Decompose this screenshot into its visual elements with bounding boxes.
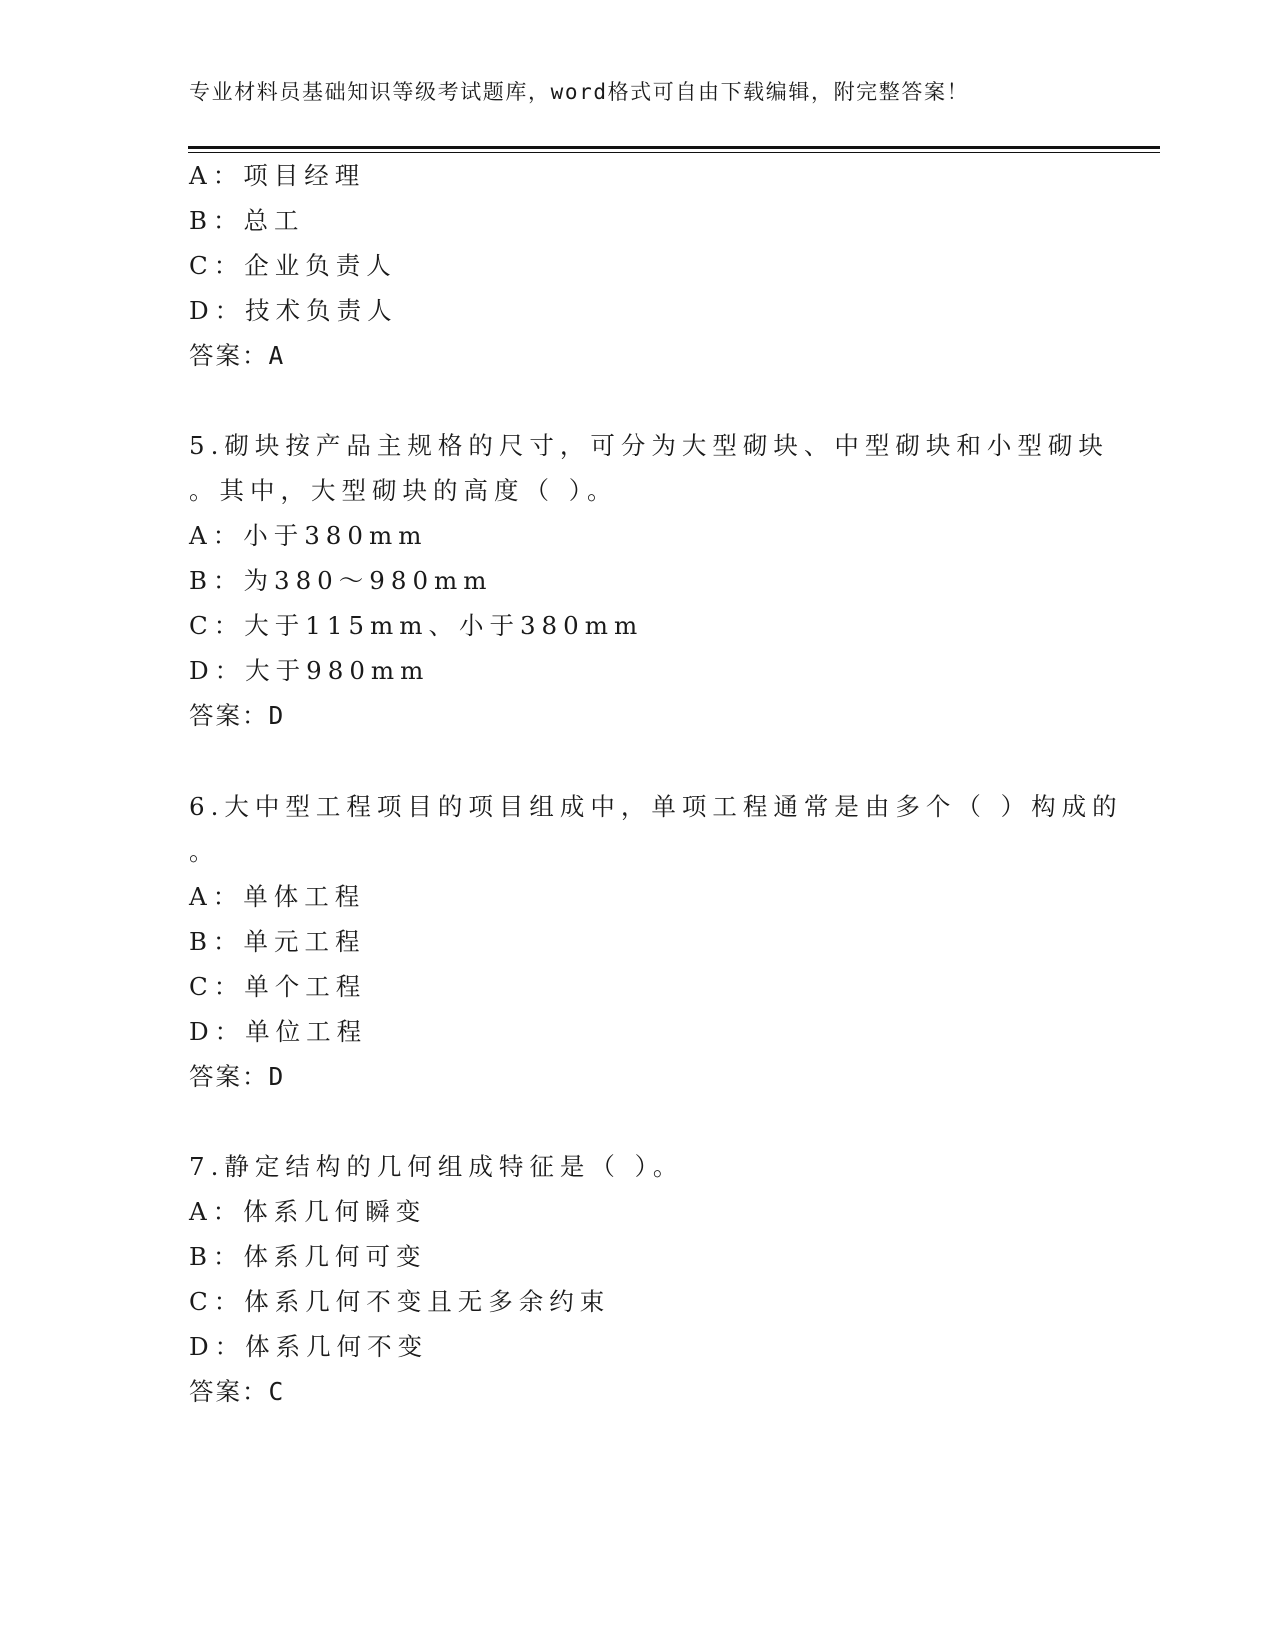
q7-stem-line-1: 7.静定结构的几何组成特征是（ ）。 [189, 1152, 684, 1181]
q7-answer [189, 1377, 286, 1406]
q6-answer [189, 1062, 286, 1091]
q4-option-a: A：项目经理 [189, 161, 366, 190]
q5-stem-line-1: 5.砌块按产品主规格的尺寸，可分为大型砌块、中型砌块和小型砌块 [189, 431, 1109, 460]
q5-option-b: B：为380～980mm [189, 566, 493, 595]
q5-answer [189, 701, 286, 730]
q7-option-c: C：体系几何不变且无多余约束 [189, 1287, 611, 1316]
q6-option-c: C：单个工程 [189, 972, 367, 1001]
q4-answer-label: 答案： [189, 341, 269, 370]
q6-answer-label: 答案： [189, 1062, 269, 1091]
q6-option-d: D：单位工程 [189, 1017, 368, 1046]
q6-stem-line-2: 。 [189, 837, 220, 866]
q5-option-c: C：大于115mm、小于380mm [189, 611, 644, 640]
page-header: 专业材料员基础知识等级考试题库，word格式可自由下载编辑，附完整答案！ [189, 80, 970, 104]
q7-option-b: B：体系几何可变 [189, 1242, 427, 1271]
q5-option-d: D：大于980mm [189, 656, 430, 685]
q5-option-a: A：小于380mm [189, 521, 428, 550]
q7-option-a: A：体系几何瞬变 [189, 1197, 427, 1226]
q6-option-a: A：单体工程 [189, 882, 366, 911]
header-rule-thick [188, 146, 1160, 149]
q6-option-b: B：单元工程 [189, 927, 366, 956]
header-rule-thin [188, 152, 1160, 153]
q5-answer-value: D [268, 701, 286, 730]
q4-answer [189, 341, 286, 370]
q4-answer-value: A [268, 341, 286, 370]
q4-option-c: C：企业负责人 [189, 251, 397, 280]
q6-stem-line-1: 6.大中型工程项目的项目组成中，单项工程通常是由多个（ ）构成的 [189, 792, 1123, 821]
q5-answer-label: 答案： [189, 701, 269, 730]
q7-option-d: D：体系几何不变 [189, 1332, 429, 1361]
q7-answer-value: C [268, 1377, 286, 1406]
q5-stem-line-2: 。其中，大型砌块的高度（ ）。 [189, 476, 618, 505]
q4-option-d: D：技术负责人 [189, 296, 398, 325]
q6-answer-value: D [268, 1062, 286, 1091]
q4-option-b: B：总工 [189, 206, 305, 235]
q7-answer-label: 答案： [189, 1377, 269, 1406]
